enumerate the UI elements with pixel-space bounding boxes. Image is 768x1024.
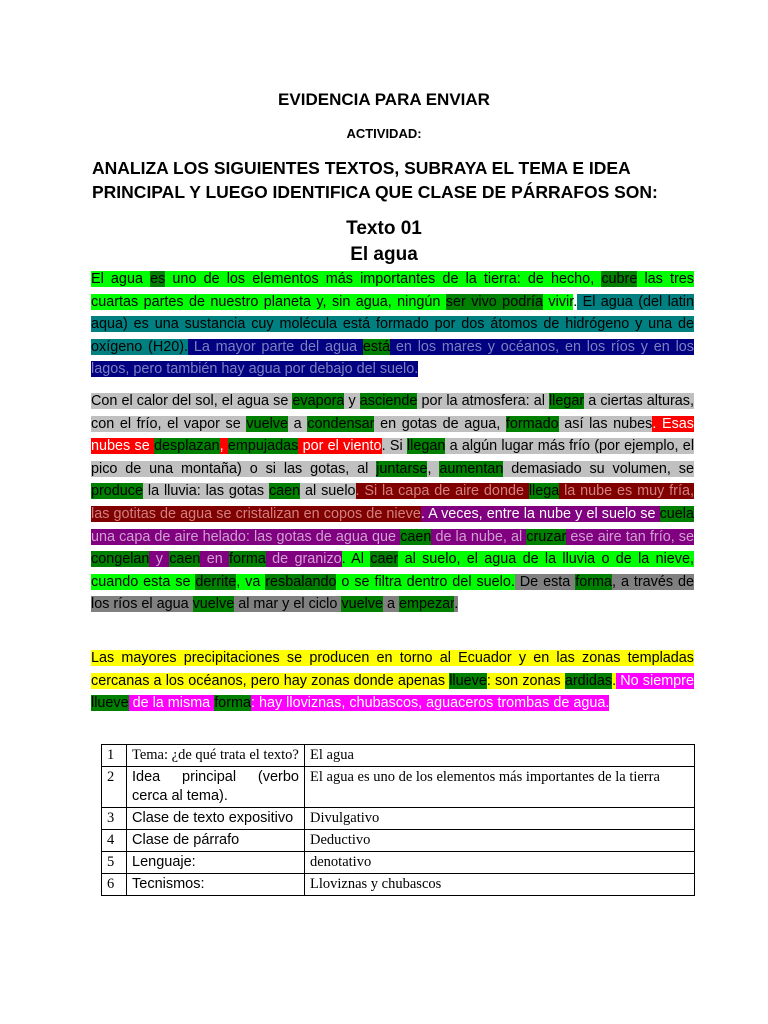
- highlight-segment: de la nube, al: [431, 528, 527, 545]
- highlight-segment: ,: [219, 438, 228, 455]
- table-row: [102, 830, 695, 852]
- highlight-segment: por el viento: [298, 438, 382, 455]
- row-number: 1: [102, 745, 127, 767]
- row-label: Idea principal (verbo cerca al tema).: [127, 767, 305, 808]
- highlight-segment: caen: [169, 551, 201, 568]
- highlight-segment: .: [573, 293, 578, 310]
- highlight-segment: .: [612, 672, 617, 689]
- row-number: 6: [102, 874, 127, 896]
- highlight-segment: : hay lloviznas, chubascos, aguaceros trombas de agua.: [250, 695, 610, 712]
- highlight-segment: demasiado su volumen, se: [503, 460, 694, 477]
- highlight-segment: . A veces, entre la nube y el suelo se: [420, 505, 660, 522]
- highlight-segment: al mar y el ciclo: [234, 596, 342, 613]
- highlight-segment: una capa de aire helado: las gotas de agua que: [91, 528, 401, 545]
- highlight-segment: a ciertas alturas, con el frío, el vapor se: [91, 393, 694, 432]
- row-label: Lenguaje:: [127, 852, 305, 874]
- row-value: denotativo: [305, 852, 695, 874]
- highlight-segment: la nube es muy fría, las gotitas de agua se cristalizan en copos de nieve: [91, 483, 694, 522]
- highlight-segment: al suelo: [300, 483, 356, 500]
- highlight-segment: en gotas de agua,: [374, 415, 506, 432]
- highlight-segment: de la misma: [128, 695, 215, 712]
- highlight-segment: aumentan: [439, 460, 504, 477]
- row-value: Lloviznas y chubascos: [305, 874, 695, 896]
- row-label: Clase de párrafo: [127, 830, 305, 852]
- highlight-segment: De esta: [514, 573, 576, 590]
- highlight-segment: caen: [268, 483, 301, 500]
- table-row: [102, 745, 695, 767]
- highlight-segment: ,: [427, 460, 440, 477]
- table-row: [102, 874, 695, 896]
- highlight-segment: Las mayores precipitaciones se producen en torno al Ecuador y en las zonas templadas cercanas a los océanos, pero hay zonas donde apenas: [91, 650, 694, 689]
- highlight-segment: cubre: [601, 271, 638, 287]
- highlight-segment: empezar: [398, 596, 455, 613]
- highlight-segment: por la atmosfera: al: [417, 393, 549, 409]
- highlight-segment: es: [150, 271, 166, 287]
- highlight-segment: vuelve: [341, 596, 383, 613]
- row-value: El agua: [305, 745, 695, 767]
- highlight-segment: llueve: [449, 672, 487, 689]
- highlight-segment: en los mares y océanos, en los ríos y en los lagos, pero también hay agua por debajo del suelo.: [91, 338, 694, 378]
- highlight-segment: ardidas: [564, 672, 613, 689]
- row-value: Deductivo: [305, 830, 695, 852]
- highlight-segment: cruzar: [526, 528, 567, 545]
- highlight-segment: vuelve: [192, 596, 235, 613]
- highlight-segment: a algún lugar más frío (por ejemplo, el pico de una montaña) o si las gotas, al: [91, 438, 695, 477]
- highlight-segment: en: [200, 551, 230, 568]
- highlight-segment: El agua: [91, 271, 151, 287]
- row-label: Tecnismos:: [127, 874, 305, 896]
- row-value: Divulgativo: [305, 808, 695, 830]
- table-row: [102, 808, 695, 830]
- highlight-segment: derrite: [195, 573, 237, 590]
- highlight-segment: formado: [505, 415, 559, 432]
- highlight-segment: llegar: [548, 393, 585, 409]
- instruction-heading: ANALIZA LOS SIGUIENTES TEXTOS, SUBRAYA EL TEMA E IDEA PRINCIPAL Y LUEGO IDENTIFICA QUE CLASE DE PÁRRAFOS SON:: [92, 158, 658, 202]
- row-number: 5: [102, 852, 127, 874]
- highlight-segment: así las nubes: [558, 415, 653, 432]
- highlight-segment: uno de los elementos más importantes de la tierra: de hecho,: [165, 271, 602, 287]
- highlight-segment: La mayor parte del agua: [188, 338, 363, 355]
- highlight-segment: forma: [229, 551, 266, 568]
- highlight-segment: vuelve: [246, 415, 288, 432]
- highlight-segment: a: [287, 415, 308, 432]
- highlight-segment: empujadas: [227, 438, 299, 455]
- highlight-segment: llega: [528, 483, 560, 500]
- highlight-segment: congelan: [91, 551, 150, 568]
- highlight-segment: y: [149, 551, 170, 568]
- highlight-segment: la lluvia: las gotas: [143, 483, 269, 500]
- highlight-segment: a: [382, 596, 399, 613]
- highlight-segment: : son zonas: [486, 672, 565, 689]
- highlight-segment: cuela: [659, 505, 695, 522]
- highlight-segment: llueve: [91, 695, 129, 712]
- highlight-segment: El agua (del latin aqua) es una sustancia cuy molécula está formado por dos átomos de hidrógeno y una de oxígeno (H20).: [91, 293, 695, 355]
- row-value: El agua es uno de los elementos más importantes de la tierra: [305, 767, 695, 808]
- highlight-segment: las tres cuartas partes de nuestro planeta y, sin agua, ningún: [91, 271, 694, 310]
- highlight-segment: . Si la capa de aire donde: [355, 483, 529, 500]
- highlight-segment: está: [362, 338, 391, 355]
- highlight-segment: caer: [370, 551, 399, 568]
- highlight-segment: resbalando: [265, 573, 337, 590]
- highlight-segment: . Al: [341, 551, 371, 568]
- paragraph-1: [91, 268, 694, 381]
- highlight-segment: produce: [91, 483, 144, 500]
- row-label: Clase de texto expositivo: [127, 808, 305, 830]
- highlight-segment: . Esas nubes se: [91, 415, 694, 455]
- text-number-heading: Texto 01: [346, 218, 422, 239]
- document-title: EVIDENCIA PARA ENVIAR: [278, 90, 490, 109]
- highlight-segment: al suelo, el agua de la lluvia o de la nieve, cuando esta se: [91, 551, 694, 590]
- table-row: [102, 852, 695, 874]
- highlight-segment: evapora: [292, 393, 345, 409]
- highlight-segment: ser vivo podría: [445, 293, 543, 310]
- paragraph-3: [91, 647, 694, 715]
- highlight-segment: vivir: [543, 293, 574, 310]
- highlight-segment: desplazan: [153, 438, 220, 455]
- text-title-heading: El agua: [350, 244, 418, 265]
- paragraph-2: [91, 390, 694, 616]
- row-number: 2: [102, 767, 127, 808]
- highlight-segment: Con el calor del sol, el agua se: [91, 393, 293, 409]
- row-number: 3: [102, 808, 127, 830]
- highlight-segment: forma: [575, 573, 613, 590]
- analysis-table: [101, 744, 695, 896]
- highlight-segment: juntarse: [376, 460, 428, 477]
- highlight-segment: . Si: [381, 438, 407, 455]
- highlight-segment: , a través de los ríos el agua: [91, 573, 695, 613]
- highlight-segment: ese aire tan frío, se: [566, 528, 694, 545]
- highlight-segment: condensar: [307, 415, 375, 432]
- activity-label: ACTIVIDAD:: [346, 126, 422, 141]
- highlight-segment: llegan: [406, 438, 446, 455]
- highlight-segment: No siempre: [616, 672, 694, 689]
- highlight-segment: forma: [214, 695, 251, 712]
- highlight-segment: y: [344, 393, 360, 409]
- row-number: 4: [102, 830, 127, 852]
- highlight-segment: asciende: [359, 393, 418, 409]
- highlight-segment: de granizo: [265, 551, 342, 568]
- row-label: Tema: ¿de qué trata el texto?: [127, 745, 305, 767]
- table-row: [102, 767, 695, 808]
- highlight-segment: .: [454, 596, 459, 613]
- highlight-segment: o se filtra dentro del suelo.: [336, 573, 515, 590]
- highlight-segment: caen: [400, 528, 432, 545]
- highlight-segment: , va: [236, 573, 266, 590]
